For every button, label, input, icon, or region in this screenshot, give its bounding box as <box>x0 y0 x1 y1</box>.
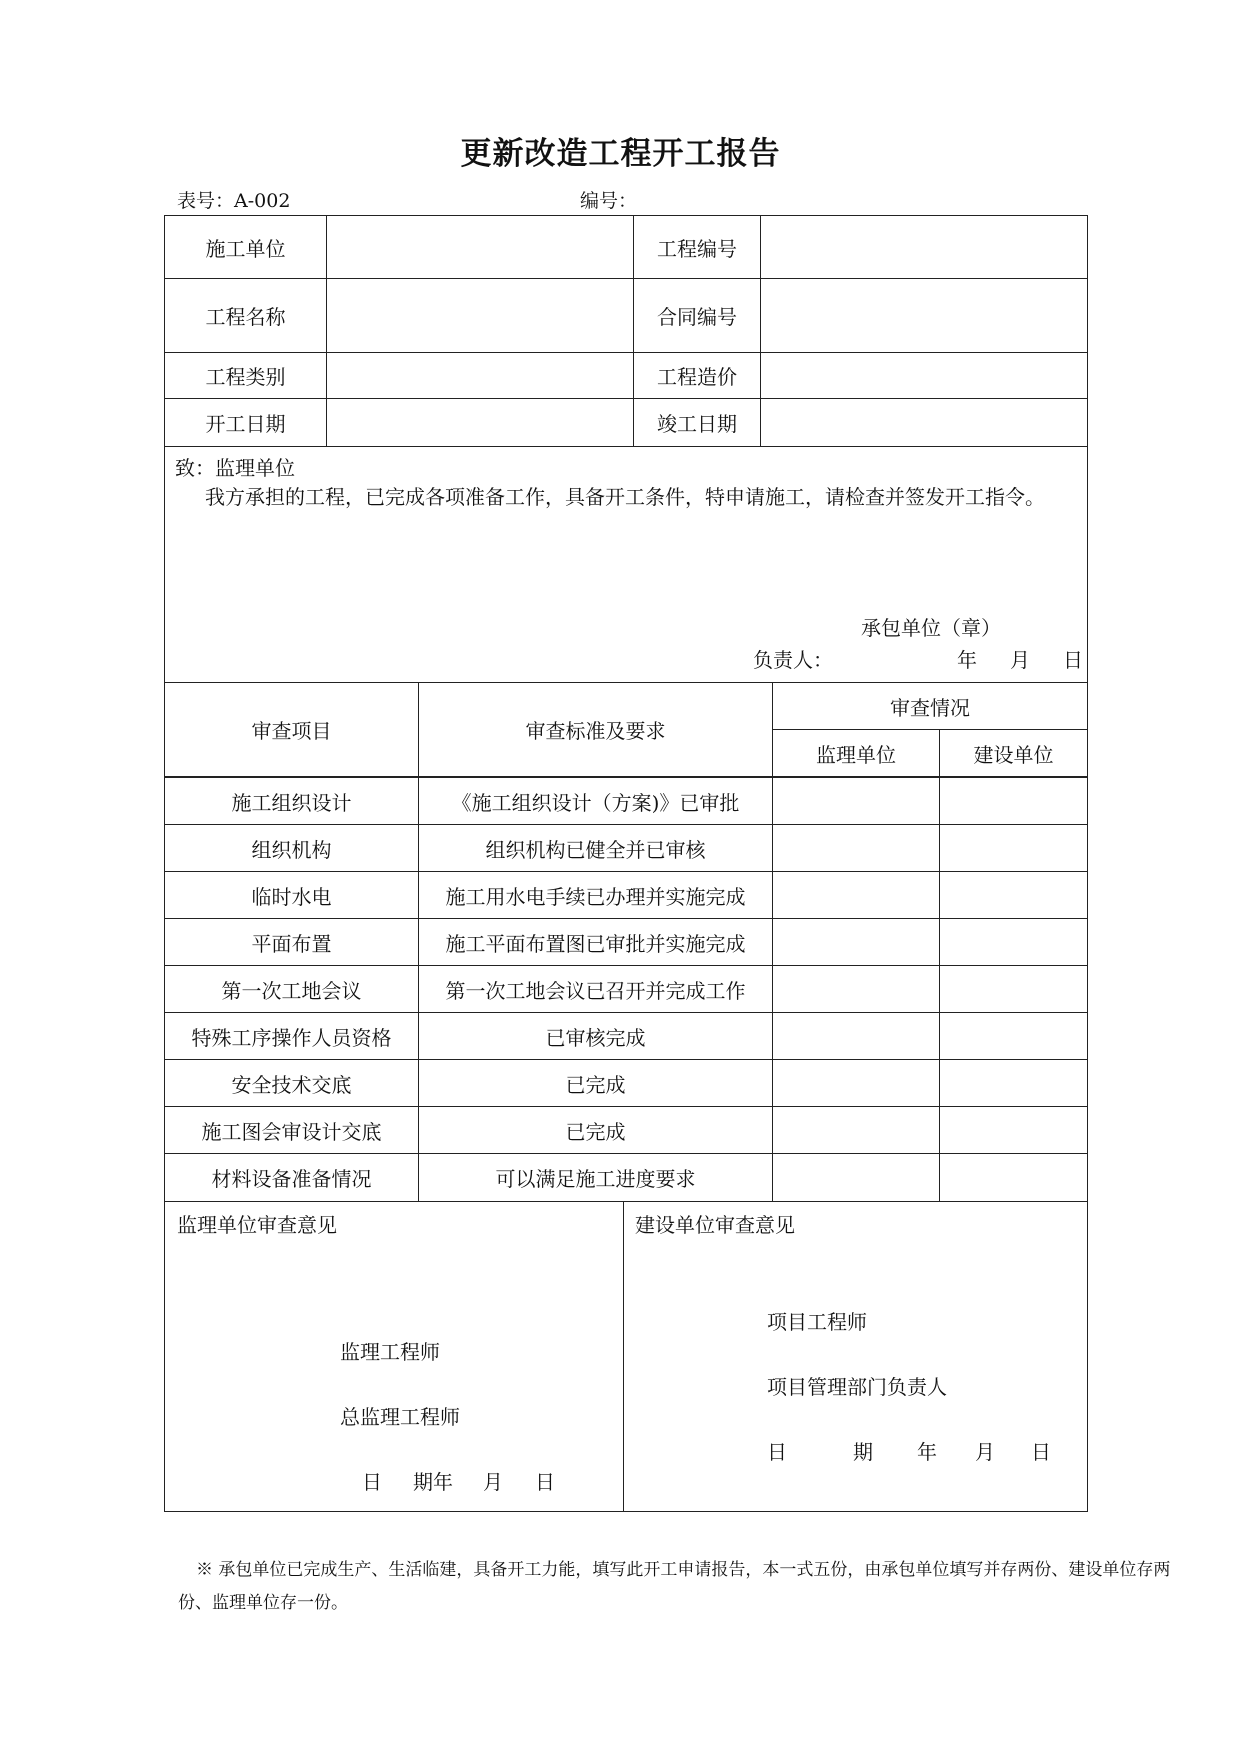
review-item-cell: 平面布置 <box>251 931 332 956</box>
review-item-cell: 组织机构 <box>251 837 332 862</box>
footnote: ※ 承包单位已完成生产、生活临建，具备开工力能，填写此开工申请报告，本一式五份，由承包单位填写并存两份、建设单位存两份、监理单位存一份。 <box>178 1560 1171 1613</box>
field-start-date[interactable] <box>327 399 633 446</box>
review-standard-cell: 第一次工地会议已召开并完成工作 <box>445 978 746 1003</box>
owner-check-cell[interactable] <box>940 825 1087 871</box>
responsible-person-label: 负责人： <box>753 648 833 672</box>
owner-date-qi: 期 <box>853 1440 873 1464</box>
field-project-number[interactable] <box>761 216 1087 278</box>
owner-check-cell[interactable] <box>940 1154 1087 1200</box>
owner-check-cell[interactable] <box>940 1013 1087 1059</box>
header-supervisor-unit: 监理单位 <box>816 742 896 767</box>
date-day-label: 日 <box>1063 648 1083 672</box>
supervisor-check-cell[interactable] <box>773 1154 939 1200</box>
review-item-cell: 施工组织设计 <box>231 790 352 815</box>
owner-opinion-heading: 建设单位审查意见 <box>635 1213 795 1237</box>
supervisor-check-cell[interactable] <box>773 966 939 1012</box>
label-completion-date: 竣工日期 <box>657 412 737 436</box>
contractor-seal-label: 承包单位（章） <box>861 616 1001 640</box>
date-year-label: 年 <box>957 648 977 672</box>
divider <box>165 446 1087 447</box>
header-review-item: 审查项目 <box>251 719 332 743</box>
review-item-cell: 特殊工序操作人员资格 <box>191 1025 392 1050</box>
field-construction-unit[interactable] <box>327 216 633 278</box>
supervisor-date-month: 月 <box>483 1470 503 1494</box>
review-item-cell: 第一次工地会议 <box>221 978 362 1003</box>
header-review-status: 审查情况 <box>890 695 970 720</box>
divider <box>623 1201 624 1511</box>
review-standard-cell: 可以满足施工进度要求 <box>495 1166 696 1191</box>
supervisor-engineer-label: 监理工程师 <box>340 1340 440 1364</box>
supervisor-opinion-heading: 监理单位审查意见 <box>177 1213 337 1237</box>
application-body: 我方承担的工程，已完成各项准备工作，具备开工条件，特申请施工，请检查并签发开工指令。 <box>205 485 1045 509</box>
review-item-cell: 施工图会审设计交底 <box>201 1119 382 1144</box>
review-standard-cell: 已完成 <box>565 1119 626 1144</box>
review-item-cell: 材料设备准备情况 <box>211 1166 372 1191</box>
owner-check-cell[interactable] <box>940 1060 1087 1106</box>
field-contract-number[interactable] <box>761 279 1087 352</box>
label-project-cost: 工程造价 <box>657 365 737 389</box>
owner-date-year: 年 <box>917 1440 937 1464</box>
project-engineer-label: 项目工程师 <box>767 1310 867 1334</box>
page-title: 更新改造工程开工报告 <box>460 136 781 172</box>
label-project-name: 工程名称 <box>205 305 286 329</box>
review-standard-cell: 组织机构已健全并已审核 <box>485 837 706 862</box>
label-project-number: 工程编号 <box>657 236 737 261</box>
supervisor-check-cell[interactable] <box>773 825 939 871</box>
label-construction-unit: 施工单位 <box>205 236 286 261</box>
supervisor-check-cell[interactable] <box>773 1107 939 1153</box>
review-item-cell: 安全技术交底 <box>231 1072 352 1097</box>
header-review-standard: 审查标准及要求 <box>525 719 666 743</box>
supervisor-check-cell[interactable] <box>773 1060 939 1106</box>
owner-check-cell[interactable] <box>940 966 1087 1012</box>
field-project-name[interactable] <box>327 279 633 352</box>
review-standard-cell: 《施工组织设计（方案)》已审批 <box>451 790 740 815</box>
supervisor-date-qi-year: 期年 <box>413 1470 453 1494</box>
owner-check-cell[interactable] <box>940 919 1087 965</box>
supervisor-check-cell[interactable] <box>773 872 939 918</box>
serial-number-label: 编号： <box>580 190 638 212</box>
owner-check-cell[interactable] <box>940 778 1087 824</box>
label-contract-number: 合同编号 <box>657 305 737 329</box>
review-standard-cell: 已完成 <box>565 1072 626 1097</box>
report-form <box>164 215 1088 1512</box>
addressee: 致：监理单位 <box>175 456 295 480</box>
supervisor-date-day: 日 <box>535 1470 555 1494</box>
owner-date-ri: 日 <box>767 1440 787 1464</box>
owner-date-month: 月 <box>975 1440 995 1464</box>
label-start-date: 开工日期 <box>205 412 286 436</box>
chief-supervisor-label: 总监理工程师 <box>340 1405 460 1429</box>
review-standard-cell: 施工平面布置图已审批并实施完成 <box>445 931 746 956</box>
form-number: 表号：A-002 <box>177 190 291 212</box>
supervisor-check-cell[interactable] <box>773 778 939 824</box>
header-owner-unit: 建设单位 <box>973 742 1054 767</box>
review-standard-cell: 施工用水电手续已办理并实施完成 <box>445 884 746 909</box>
supervisor-check-cell[interactable] <box>773 919 939 965</box>
label-project-category: 工程类别 <box>205 365 286 389</box>
field-project-category[interactable] <box>327 353 633 398</box>
field-project-cost[interactable] <box>761 353 1087 398</box>
divider <box>165 1201 1087 1202</box>
field-completion-date[interactable] <box>761 399 1087 446</box>
owner-check-cell[interactable] <box>940 1107 1087 1153</box>
owner-date-day: 日 <box>1031 1440 1051 1464</box>
review-item-cell: 临时水电 <box>251 884 332 909</box>
supervisor-check-cell[interactable] <box>773 1013 939 1059</box>
owner-check-cell[interactable] <box>940 872 1087 918</box>
dept-head-label: 项目管理部门负责人 <box>767 1375 947 1399</box>
supervisor-date-ri: 日 <box>362 1470 382 1494</box>
date-month-label: 月 <box>1010 648 1030 672</box>
review-standard-cell: 已审核完成 <box>545 1025 646 1050</box>
